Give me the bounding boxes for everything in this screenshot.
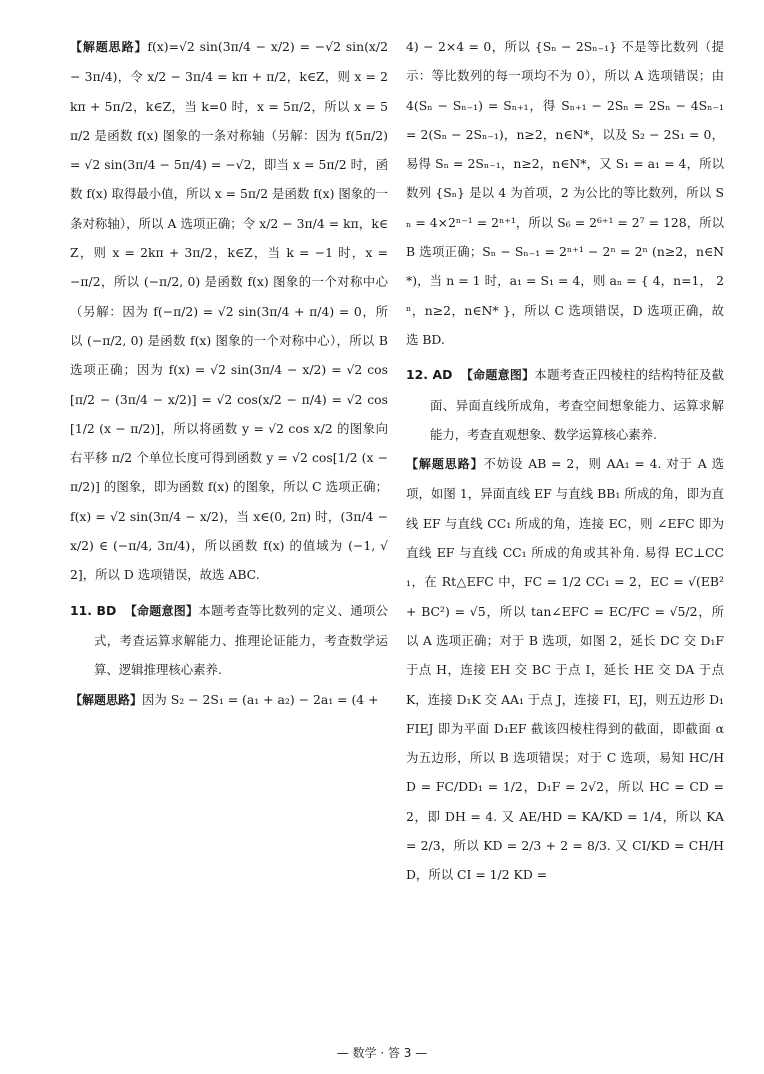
question-12-intent: [406, 360, 724, 449]
page-footer: — 数学 · 答 3 —: [336, 1046, 428, 1060]
question-12-solution: [406, 449, 724, 889]
question-12-answer: 12. AD: [406, 367, 453, 383]
solution-idea-tag: 【解题思路】: [406, 457, 484, 472]
question-11-solution-text: 因为 S₂ − 2S₁ = (a₁ + a₂) − 2a₁ = (4 +: [142, 691, 379, 707]
right-column: [406, 32, 724, 890]
question-12-solution-text: 不妨设 AB = 2，则 AA₁ = 4. 对于 A 选项，如图 1，异面直线 EF 与直线 BB₁ 所成的角，即为直线 EF 与直线 CC₁ 所成的角，连接 EC，则 ∠EFC 即为直线 EF 与直线 CC₁ 所成的角或其补角. 易得 EC⊥CC₁，在 Rt△EFC 中，FC = 1/2 CC₁ = 2，EC = √(EB² + BC²) = √5，所以 tan∠EFC = EC/FC = √5/2，所以 A 选项正确；对于 B 选项，如图 2，延长 DC 交 D₁F 于点 H，连接 EH 交 BC 于点 I，延长 HE 交 DA 于点 K，连接 D₁K 交 AA₁ 于点 J，连接 FI，EJ，则五边形 D₁FIEJ 即为平面 D₁EF 截该四棱柱得到的截面，即截面 α 为五边形，所以 B 选项错误；对于 C 选项，易知 HC/HD = FC/DD₁ = 1/2，D₁F = 2√2，所以 HC = CD = 2，即 DH = 4. 又 AE/HD = KA/KD = 1/4，所以 KA = 2/3，所以 KD = 2/3 + 2 = 8/3. 又 CI/KD = CH/HD，所以 CI = 1/2 KD =: [406, 456, 724, 883]
left-column: [70, 32, 388, 715]
solution-idea-tag: 【解题思路】: [70, 40, 148, 54]
solution-idea-tag: 【解题思路】: [70, 692, 143, 707]
question-11-solution-continued: 4) − 2×4 = 0，所以 {Sₙ − 2Sₙ₋₁} 不是等比数列（提示：等比数列的每一项均不为 0），所以 A 选项错误；由 4(Sₙ − Sₙ₋₁) = Sₙ₊₁，得 Sₙ₊₁ − 2Sₙ = 2Sₙ − 4Sₙ₋₁ = 2(Sₙ − 2Sₙ₋₁)，n≥2，n∈N*，以及 S₂ − 2S₁ = 0，易得 Sₙ = 2Sₙ₋₁，n≥2，n∈N*，又 S₁ = a₁ = 4，所以数列 {Sₙ} 是以 4 为首项，2 为公比的等比数列，所以 Sₙ = 4×2ⁿ⁻¹ = 2ⁿ⁺¹，所以 S₆ = 2⁶⁺¹ = 2⁷ = 128，所以 B 选项正确；Sₙ − Sₙ₋₁ = 2ⁿ⁺¹ − 2ⁿ = 2ⁿ (n≥2，n∈N*)，当 n = 1 时，a₁ = S₁ = 4，则 aₙ = { 4，n=1， 2ⁿ，n≥2，n∈N* }，所以 C 选项错误，D 选项正确，故选 BD.: [406, 39, 724, 347]
question-11-intent: [70, 596, 388, 685]
question-11-solution: [70, 685, 388, 715]
question-11-answer: 11. BD: [70, 602, 117, 618]
question-11-intent-text: 本题考查等比数列的定义、通项公式，考查运算求解能力、推理论证能力，考查数学运算、逻辑推理核心素养.: [94, 602, 388, 678]
solution-q10-paragraph: [70, 32, 388, 590]
intent-tag: 【命题意图】: [460, 368, 535, 383]
question-12-intent-text: 本题考查正四棱柱的结构特征及截面、异面直线所成角，考查空间想象能力、运算求解能力，考查直观想象、数学运算核心素养.: [430, 367, 724, 442]
solution-q10-text: f(x)=√2 sin(3π/4 − x/2) = −√2 sin(x/2 − 3π/4)，令 x/2 − 3π/4 = kπ + π/2，k∈Z，则 x = 2kπ + 5π/2，k∈Z，当 k=0 时，x = 5π/2，所以 x = 5π/2 是函数 f(x) 图象的一条对称轴（另解：因为 f(5π/2) = √2 sin(3π/4 − 5π/4) = −√2，即当 x = 5π/2 时，函数 f(x) 取得最小值，所以 x = 5π/2 是函数 f(x) 图象的一条对称轴），所以 A 选项正确；令 x/2 − 3π/4 = kπ，k∈Z，则 x = 2kπ + 3π/2，k∈Z，当 k = −1 时，x = −π/2，所以 (−π/2, 0) 是函数 f(x) 图象的一个对称中心（另解：因为 f(−π/2) = √2 sin(3π/4 + π/4) = 0，所以 (−π/2, 0) 是函数 f(x) 图象的一个对称中心），所以 B 选项正确；因为 f(x) = √2 sin(3π/4 − x/2) = √2 cos[π/2 − (3π/4 − x/2)] = √2 cos(x/2 − π/4) = √2 cos[1/2 (x − π/2)]，所以将函数 y = √2 cos x/2 的图象向右平移 π/2 个单位长度可得到函数 y = √2 cos[1/2 (x − π/2)] 的图象，即为函数 f(x) 的图象，所以 C 选项正确；f(x) = √2 sin(3π/4 − x/2)，当 x∈(0, 2π) 时，(3π/4 − x/2) ∈ (−π/4, 3π/4)，所以函数 f(x) 的值域为 (−1, √2]，所以 D 选项错误，故选 ABC.: [70, 39, 388, 583]
intent-tag: 【命题意图】: [124, 603, 199, 618]
